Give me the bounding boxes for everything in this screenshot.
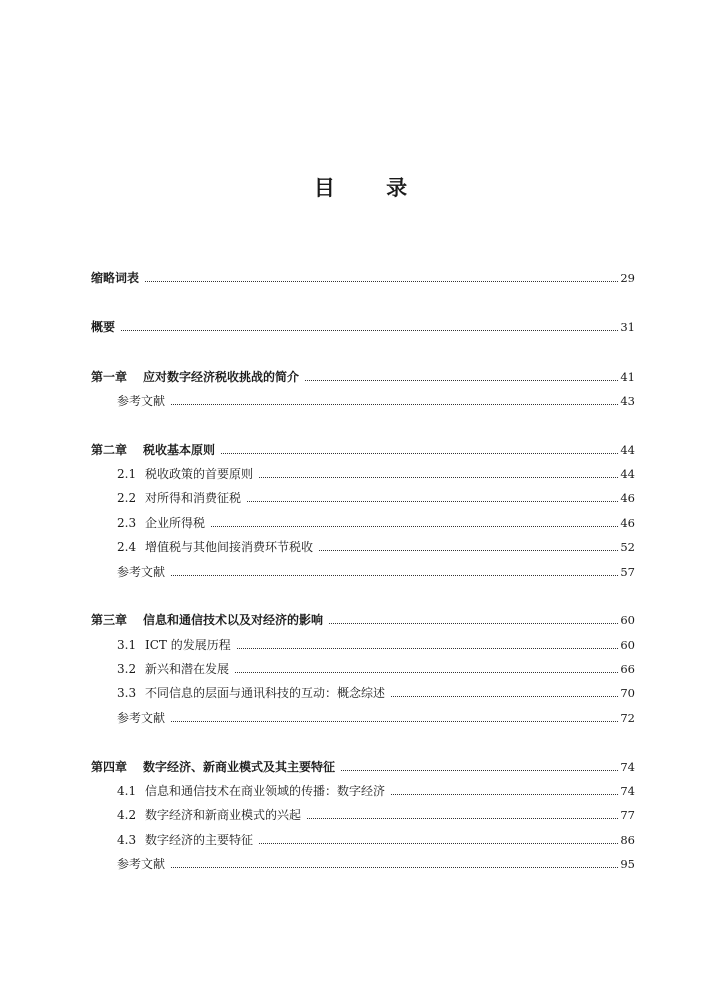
toc-subentry[interactable] [117, 513, 635, 531]
toc-entry-page: 86 [620, 833, 635, 847]
toc-entry-label: 参考文献 [117, 394, 166, 408]
dot-leader [259, 477, 618, 478]
toc-entry-page: 72 [620, 711, 635, 725]
toc-subentry[interactable] [117, 635, 635, 653]
toc-entry-page: 77 [620, 808, 635, 822]
toc-entry-label: 信息和通信技术在商业领域的传播：数字经济 [145, 784, 386, 798]
toc-entry-label: 数字经济、新商业模式及其主要特征 [143, 760, 336, 774]
toc-entry-page: 60 [620, 613, 635, 627]
toc-section-number: 3.2 [117, 662, 137, 676]
dot-leader [259, 843, 618, 844]
toc-entry-label: 参考文献 [117, 565, 166, 579]
toc-chapter[interactable] [91, 610, 635, 628]
toc-chapter[interactable] [91, 440, 635, 458]
toc-subentry[interactable] [117, 488, 635, 506]
dot-leader [305, 380, 618, 381]
toc-entry-label: 增值税与其他间接消费环节税收 [145, 540, 314, 554]
toc-entry-page: 57 [620, 565, 635, 579]
toc-section-number: 3.3 [117, 686, 137, 700]
toc-entry[interactable] [91, 268, 635, 286]
toc-subentry[interactable] [117, 781, 635, 799]
toc-entry-label: 税收政策的首要原则 [145, 467, 254, 481]
dot-leader [171, 575, 618, 576]
toc-chapter-number: 第二章 [91, 443, 128, 457]
toc-entry-page: 74 [620, 784, 635, 798]
dot-leader [235, 672, 618, 673]
dot-leader [211, 526, 618, 527]
toc-entry-label: 不同信息的层面与通讯科技的互动：概念综述 [145, 686, 386, 700]
dot-leader [221, 453, 618, 454]
toc-entry-page: 44 [620, 443, 635, 457]
toc-subentry[interactable] [117, 854, 635, 872]
toc-subentry[interactable] [117, 391, 635, 409]
toc-subentry[interactable] [117, 805, 635, 823]
toc-subentry[interactable] [117, 537, 635, 555]
toc-entry-page: 60 [620, 638, 635, 652]
toc-section-number: 4.1 [117, 784, 137, 798]
dot-leader [329, 623, 618, 624]
toc-entry-page: 66 [620, 662, 635, 676]
dot-leader [145, 281, 618, 282]
toc-chapter-number: 第一章 [91, 370, 128, 384]
toc-entry-page: 74 [620, 760, 635, 774]
toc-entry-label: 参考文献 [117, 711, 166, 725]
toc-chapter[interactable] [91, 367, 635, 385]
dot-leader [391, 794, 618, 795]
toc-entry-page: 95 [620, 857, 635, 871]
toc-section-number: 2.3 [117, 516, 137, 530]
toc-entry-label: 数字经济和新商业模式的兴起 [145, 808, 302, 822]
toc-entry-page: 41 [620, 370, 635, 384]
toc-entry-label: 税收基本原则 [143, 443, 216, 457]
toc-subentry[interactable] [117, 562, 635, 580]
toc-entry-page: 43 [620, 394, 635, 408]
dot-leader [121, 330, 618, 331]
toc-subentry[interactable] [117, 830, 635, 848]
dot-leader [341, 770, 618, 771]
toc-entry-label: 缩略词表 [91, 271, 140, 285]
toc-entry-label: 企业所得税 [145, 516, 206, 530]
toc-section-number: 4.3 [117, 833, 137, 847]
toc-entry-page: 70 [620, 686, 635, 700]
toc-entry-label: 概要 [91, 320, 116, 334]
toc-entry-label: 信息和通信技术以及对经济的影响 [143, 613, 324, 627]
toc-entry-label: 数字经济的主要特征 [145, 833, 254, 847]
toc-entry-page: 31 [620, 320, 635, 334]
toc-chapter-number: 第四章 [91, 760, 128, 774]
toc-entry-label: 新兴和潜在发展 [145, 662, 230, 676]
toc-entry-page: 46 [620, 491, 635, 505]
page-title: 目 录 [313, 176, 430, 200]
toc-section-number: 3.1 [117, 638, 137, 652]
toc-section-number: 2.4 [117, 540, 137, 554]
toc-entry-label: 参考文献 [117, 857, 166, 871]
toc-entry-label: 对所得和消费征税 [145, 491, 242, 505]
toc-chapter-number: 第三章 [91, 613, 128, 627]
dot-leader [171, 721, 618, 722]
toc-entry-page: 46 [620, 516, 635, 530]
dot-leader [247, 501, 618, 502]
toc-subentry[interactable] [117, 708, 635, 726]
dot-leader [319, 550, 618, 551]
toc-chapter[interactable] [91, 757, 635, 775]
toc-entry-label: ICT 的发展历程 [145, 638, 231, 652]
toc-section-number: 2.1 [117, 467, 137, 481]
toc-entry-page: 44 [620, 467, 635, 481]
dot-leader [237, 648, 619, 649]
toc-entry-page: 29 [620, 271, 635, 285]
toc-section-number: 4.2 [117, 808, 137, 822]
dot-leader [307, 818, 618, 819]
toc-subentry[interactable] [117, 659, 635, 677]
toc-subentry[interactable] [117, 464, 635, 482]
toc-entry[interactable] [91, 317, 635, 335]
dot-leader [171, 867, 618, 868]
toc-entry-label: 应对数字经济税收挑战的简介 [143, 370, 300, 384]
dot-leader [171, 404, 618, 405]
toc-subentry[interactable] [117, 683, 635, 701]
toc-section-number: 2.2 [117, 491, 137, 505]
toc-entry-page: 52 [620, 540, 635, 554]
dot-leader [391, 696, 618, 697]
